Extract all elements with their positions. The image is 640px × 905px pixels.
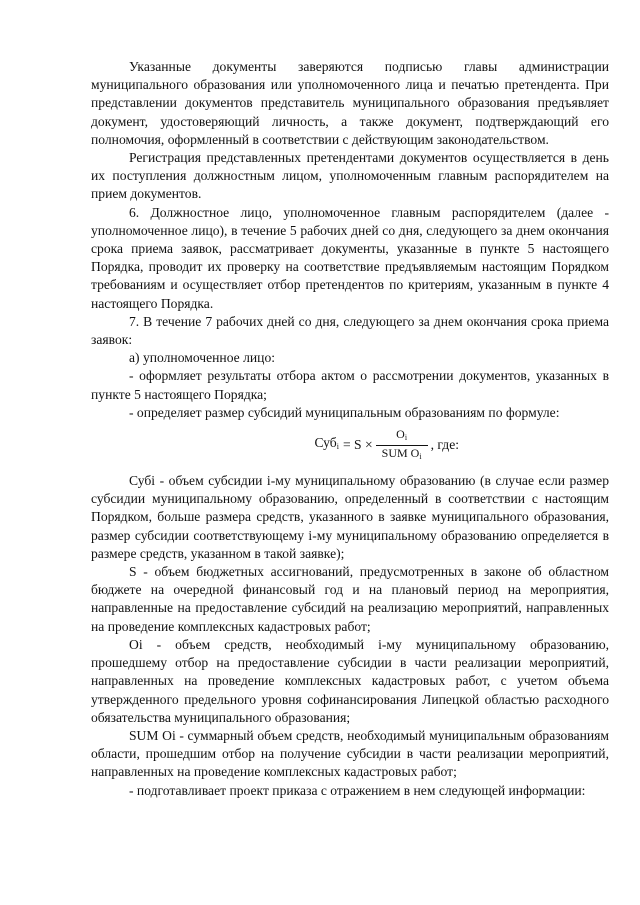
document-page: [91, 58, 609, 800]
definition-sum-o-i: SUM Oi - суммарный объем средств, необходимый муниципальным образованиям области, прошедшим отбор на получение субсидии в части реализации мероприятий, направленных на проведение комплексных кадастровых работ;: [91, 727, 609, 780]
paragraph-registration: Регистрация представленных претендентами документов осуществляется в день их поступления должностным лицом, уполномоченным главным распорядителем на прием документов.: [91, 150, 609, 202]
paragraph-bullet-act: - оформляет результаты отбора актом о рассмотрении документов, указанных в пункте 5 настоящего Порядка;: [91, 368, 609, 402]
paragraph-documents-certified: Указанные документы заверяются подписью главы администрации муниципального образования или уполномоченного лица и печатью претендента. При представлении документов представитель муниципального образования предъявляет документ, удостоверяющий личность, а также документ, подтверждающий его полномочия, оформленный в соответствии с действующим законодательством.: [91, 59, 609, 147]
formula-tail: , где:: [430, 436, 459, 452]
definition-sub-i: Субi - объем субсидии i-му муниципальному образованию (в случае если размер субсидии муниципальному образованию, определенный в соответствии с настоящим Порядком, больше размера средств, указанного в заявке муниципального образования, размер субсидии соответствующему i-му муниципальному образованию определяется в размере средств, указанном в такой заявке);: [91, 473, 609, 561]
formula-numerator: $O_i$: [396, 426, 408, 442]
paragraph-item-7: 7. В течение 7 рабочих дней со дня, следующего за днем окончания срока приема заявок:: [91, 313, 609, 348]
formula-fraction: [376, 427, 428, 464]
paragraph-item-6: 6. Должностное лицо, уполномоченное главным распорядителем (далее - уполномоченное лицо), в течение 5 рабочих дней со дня, следующего за днем окончания срока приема заявок, рассматривает документы, указанные в пункте 5 настоящего Порядка, проводит их проверку на соответствие предъявляемым настоящим Порядком требованиям и осуществляет отбор претендентов по критериям, указанным в пункте 4 настоящего Порядка.: [91, 204, 609, 311]
paragraph-subitem-a: а) уполномоченное лицо:: [129, 350, 276, 366]
definition-s: S - объем бюджетных ассигнований, предусмотренных в законе об областном бюджете на очередной финансовый год и на плановый период на мероприятия, направленные на предоставление субсидий на реализацию мероприятий, направленных на проведение комплексных кадастровых работ;: [91, 564, 609, 634]
definition-o-i: Oi - объем средств, необходимый i-му муниципальному образованию, прошедшему отбор на предоставление субсидии в части реализации мероприятий, направленных на проведение комплексных кадастровых работ, с учетом объема утвержденного предельного уровня софинансирования Липецкой областью расходного обязательства муниципального образования;: [91, 636, 609, 725]
formula-denominator: SUM $O_i$: [381, 445, 422, 461]
formula-eq: = S ×: [342, 436, 373, 452]
paragraph-bullet-order: - подготавливает проект приказа с отражением в нем следующей информации:: [129, 782, 586, 798]
formula-lhs: Суб$_i$: [314, 434, 339, 451]
paragraph-bullet-formula: - определяет размер субсидий муниципальным образованиям по формуле:: [129, 404, 560, 420]
subsidy-formula: [91, 424, 459, 466]
